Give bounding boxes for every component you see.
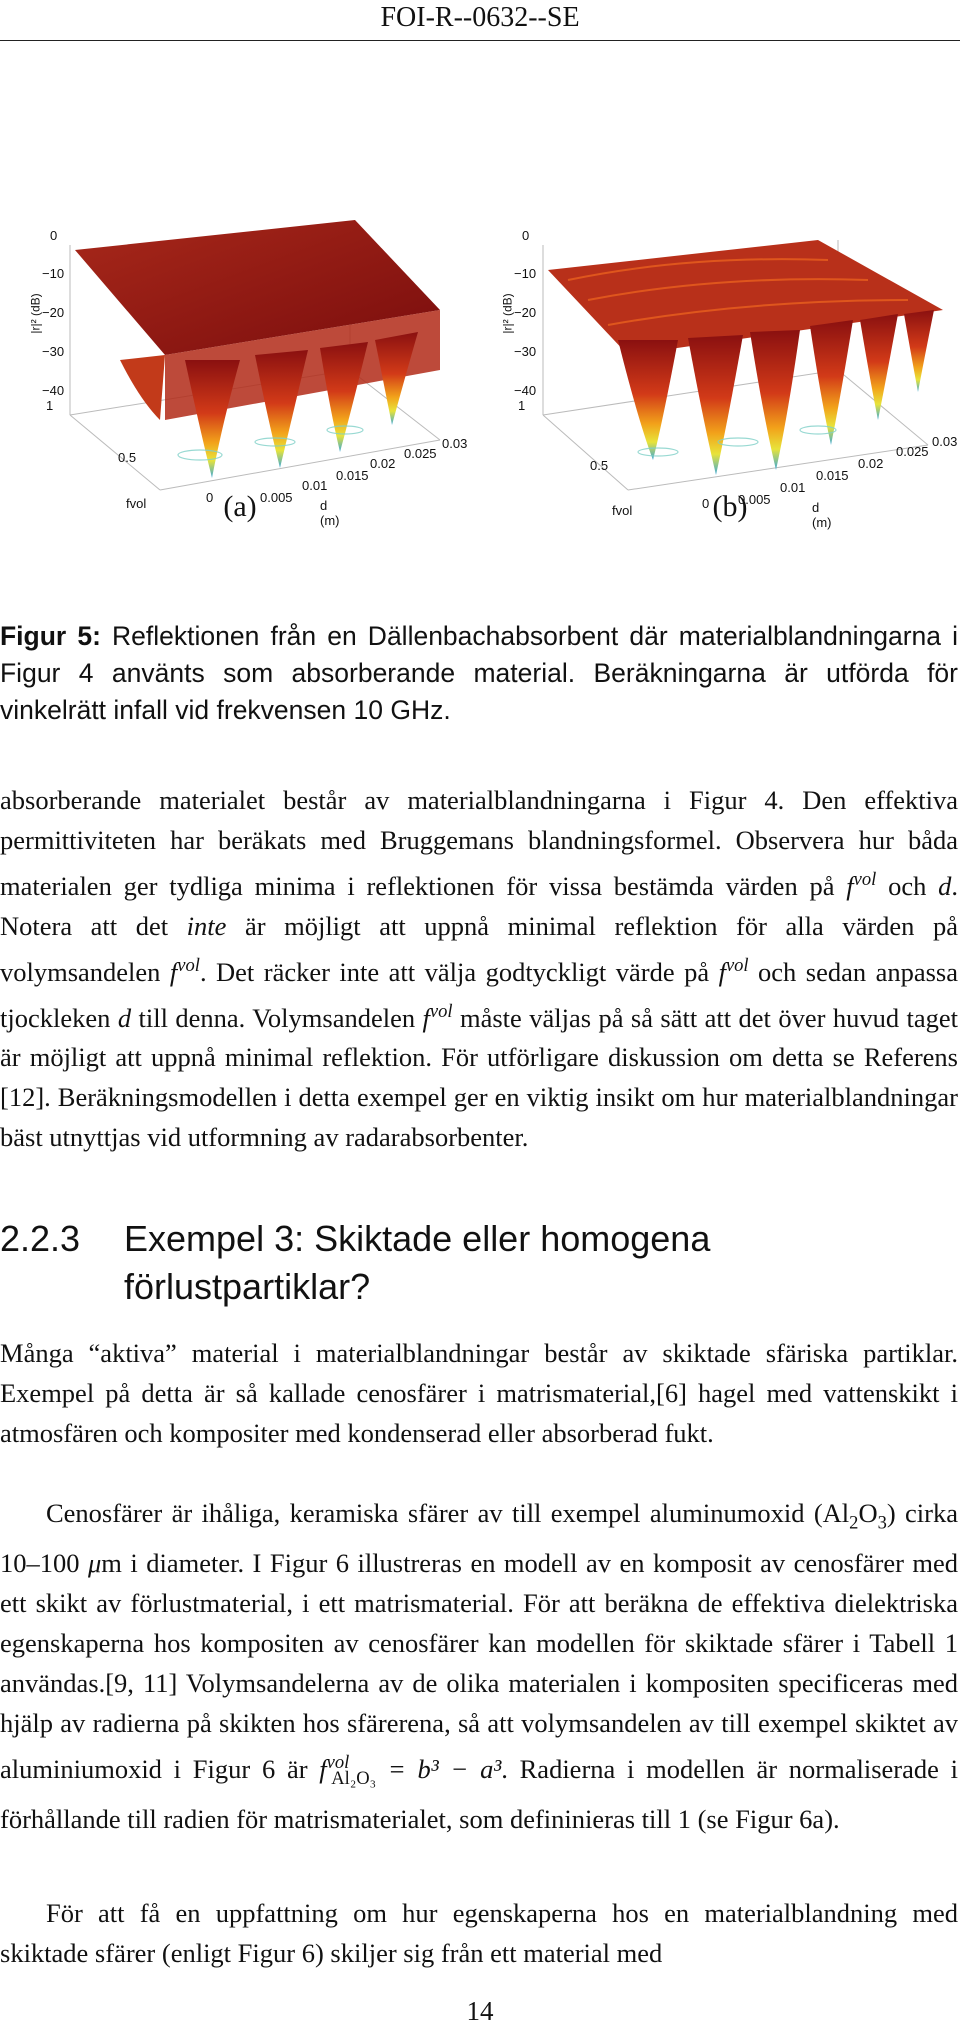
figure-panel-a — [0, 220, 470, 510]
section-number: 2.2.3 — [0, 1218, 81, 1259]
ftick: 1 — [46, 398, 54, 413]
math-eq: = b³ − a³ — [376, 1754, 502, 1785]
math-f: f — [846, 870, 854, 901]
para1-text: . Det räcker inte att välja godtyckligt värde på — [199, 956, 719, 987]
para3-text: O — [858, 1498, 878, 1528]
math-f: f — [718, 956, 726, 987]
dtick: 0.02 — [370, 456, 396, 471]
surface-plot-b — [488, 220, 958, 510]
ftick: 0 — [206, 490, 214, 505]
para1-text: . Notera att det — [0, 870, 958, 941]
section-heading — [0, 1215, 764, 1311]
ztick: 0 — [50, 228, 58, 243]
math-vol: vol — [853, 869, 877, 890]
ztick: −30 — [514, 344, 537, 359]
subscript: 2 — [849, 1512, 859, 1534]
math-d: d — [117, 1002, 132, 1033]
emph-inte: inte — [186, 910, 227, 941]
caption-text: Reflektionen från en Dällenbachabsorbent där materialblandningarna i Figur 4 använts som absorberande material. Beräkningarna är utförda för vinkelrätt infall vid frekvensen 10 GHz. — [0, 621, 958, 725]
z-axis-label: |r|² (dB) — [28, 293, 43, 334]
math-f: f — [319, 1754, 327, 1785]
dtick: 0.02 — [858, 456, 884, 471]
math-vol: vol — [326, 1752, 350, 1774]
para3-text: . Radierna i modellen är normaliserade i förhållande till radien för matrismaterialet, som defininieras till 1 (se Figur 6a). — [0, 1754, 959, 1835]
f-axis-label: fvol — [612, 503, 633, 518]
header-rule — [0, 40, 960, 41]
f-axis-label: fvol — [126, 496, 147, 511]
ftick: 0.5 — [118, 450, 137, 465]
figure-panel-b — [488, 220, 958, 510]
dtick: 0.015 — [816, 468, 849, 483]
paragraph-4: För att få en uppfattning om hur egenskaperna hos en materialblandning med skiktade sfärer (enligt Figur 6) skiljer sig från ett material med — [0, 1898, 958, 1968]
ftick: 0.5 — [590, 458, 609, 473]
para1-text: och — [876, 870, 939, 901]
math-vol: vol — [177, 954, 200, 976]
math-vol: vol — [429, 1000, 453, 1022]
para1-text: måste väljas på så sätt att det över huvud taget är möjligt att uppnå minimal reflektion. För utförligare diskussion om detta se Referens [12]. Beräkningsmodellen i detta exempel ger en viktig insikt om hur materialblandningar bäst utnyttjas vid utformning av radarabsorbenter. — [0, 1002, 959, 1153]
paragraph-3 — [0, 1493, 958, 1839]
math-f: f — [169, 956, 178, 987]
dtick: 0.01 — [780, 480, 806, 495]
ztick: −20 — [42, 305, 65, 320]
dtick: 0.015 — [336, 468, 369, 483]
caption-label: Figur 5: — [0, 621, 101, 651]
math-d: d — [938, 870, 952, 901]
panel-a-label: (a) — [223, 490, 257, 523]
dtick: 0.01 — [302, 478, 328, 493]
para1-text: är möjligt att uppnå minimal reflektion för alla värden på volymsandelen — [0, 910, 958, 987]
para3-text: ) cirka 10–100 — [0, 1498, 958, 1579]
ztick: −10 — [42, 266, 65, 281]
ztick: 0 — [522, 228, 530, 243]
subscript: 3 — [877, 1512, 887, 1534]
figure-caption — [0, 618, 958, 729]
math-mu: μ — [87, 1548, 102, 1579]
ztick: −10 — [514, 266, 537, 281]
page-number: 14 — [466, 1996, 494, 2026]
dtick: 0.03 — [932, 434, 958, 449]
ztick: −40 — [514, 383, 537, 398]
running-header: FOI-R--0632--SE — [380, 2, 580, 33]
ztick: −30 — [42, 344, 65, 359]
ftick: 1 — [518, 398, 526, 413]
ztick: −20 — [514, 305, 537, 320]
dtick: 0.025 — [404, 446, 437, 461]
dtick: 0.03 — [442, 436, 468, 451]
panel-b-label: (b) — [712, 490, 748, 523]
d-axis-label: d (m) — [320, 498, 340, 528]
math-f: f — [422, 1002, 430, 1033]
ftick: 0 — [702, 496, 710, 511]
para1-text: och sedan anpassa tjockleken — [0, 956, 959, 1033]
surface-plot-a — [0, 220, 470, 510]
paragraph-2: Många “aktiva” material i materialblandningar består av skiktade sfäriska partiklar. Exempel på detta är så kallade cenosfärer i matrismaterial,[6] hagel med vattenskikt i atmosfären och kompositer med kondenserad eller absorberad fukt. — [0, 1338, 958, 1448]
para1-text: absorberande materialet består av materialblandningarna i Figur 4. Den effektiva permittiviteten har beräkats med Bruggemans blandningsformel. Observera hur båda materialen ger tydliga minima i reflektionen för vissa bestämda värden på — [0, 785, 958, 901]
para1-text: till denna. Volymsandelen — [131, 1002, 423, 1033]
paragraph-1 — [0, 780, 958, 1157]
z-axis-label: |r|² (dB) — [500, 293, 515, 334]
math-subscript: Al₂O₃ — [331, 1768, 377, 1790]
math-vol: vol — [725, 954, 749, 976]
section-title: Exempel 3: Skiktade eller homogena förlustpartiklar? — [124, 1218, 711, 1307]
d-axis-label: d (m) — [812, 500, 832, 530]
ztick: −40 — [42, 383, 65, 398]
dtick: 0.005 — [260, 490, 293, 505]
para3-text: Cenosfärer är ihåliga, keramiska sfärer av till exempel aluminumoxid (Al — [46, 1498, 850, 1528]
dtick: 0.025 — [896, 444, 929, 459]
dtick: 0.005 — [738, 492, 771, 507]
para3-text: m i diameter. I Figur 6 illustreras en modell av en komposit av cenosfärer med ett skikt av förlustmaterial, i ett matrismaterial. För att beräkna de effektiva dielektriska egenskaperna hos kompositen av cenosfärer kan modellen för skiktade sfärer i Tabell 1 användas.[9, 11] Volymsandelerna av de olika materialen i kompositen specificeras med hjälp av radierna på skikten hos sfärerena, så att volymsandelen av till exempel skiktet av aluminiumoxid i Figur 6 är — [0, 1548, 959, 1785]
